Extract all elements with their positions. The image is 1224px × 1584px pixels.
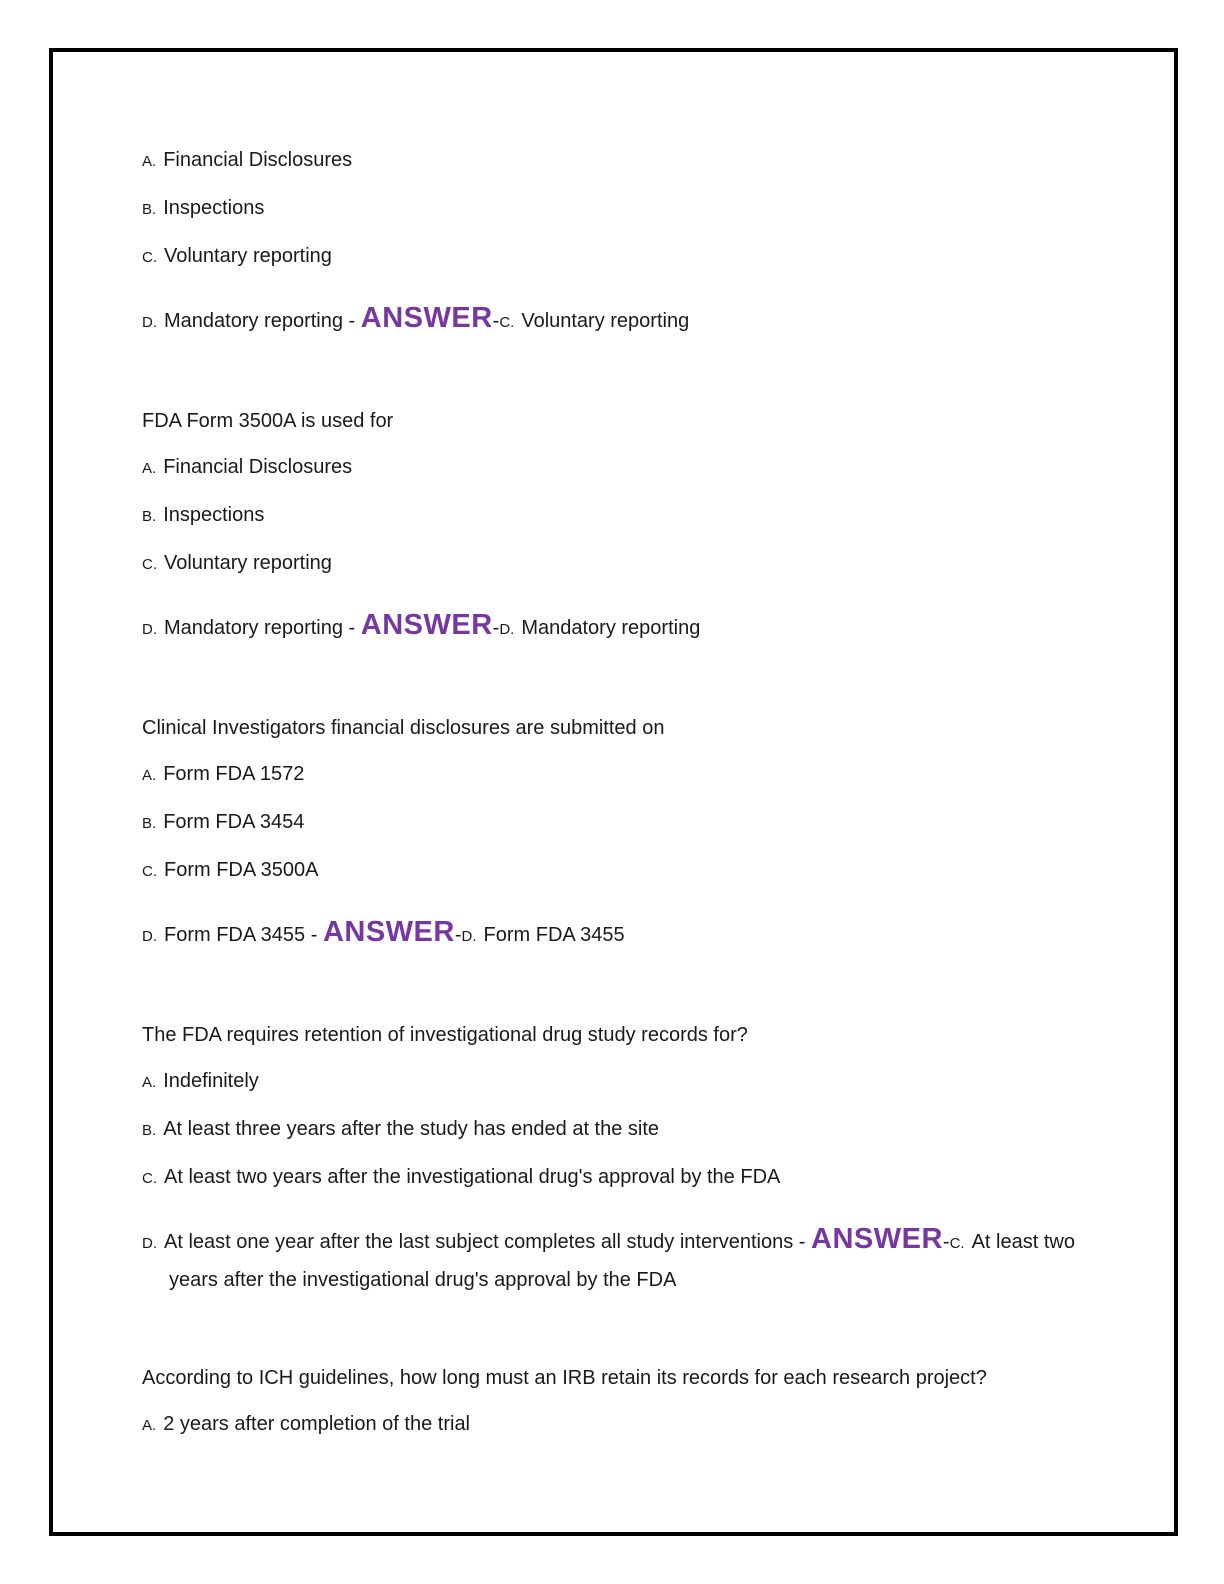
option-text: Form FDA 3454	[163, 811, 305, 833]
option-letter: B.	[142, 1122, 157, 1139]
answer-text: Mandatory reporting	[521, 617, 701, 639]
separator: -	[492, 617, 500, 639]
option-line	[142, 1067, 1080, 1097]
option-line	[142, 760, 1080, 790]
question-block	[142, 407, 1080, 648]
answer-text: At least two years after the investigational drug's approval by the FDA	[169, 1231, 1075, 1291]
answer-line	[142, 1221, 1080, 1298]
option-line	[142, 242, 1080, 272]
answer-keyword: ANSWER	[360, 609, 493, 641]
option-letter: D.	[142, 928, 157, 945]
option-letter: A.	[142, 1074, 157, 1091]
option-line	[142, 194, 1080, 224]
separator: -	[305, 924, 323, 946]
option-letter: B.	[142, 508, 157, 525]
question-text: FDA Form 3500A is used for	[142, 410, 394, 432]
answer-letter: C.	[499, 314, 515, 331]
option-line	[142, 146, 1080, 176]
separator: -	[793, 1231, 811, 1253]
option-text: Financial Disclosures	[163, 456, 353, 478]
separator: -	[942, 1231, 950, 1253]
answer-text: Form FDA 3455	[483, 924, 625, 946]
separator: -	[492, 310, 500, 332]
option-letter: D.	[142, 1235, 157, 1252]
option-text: Voluntary reporting	[164, 245, 332, 267]
question-block	[142, 146, 1080, 341]
option-letter: A.	[142, 1417, 157, 1434]
option-text: At least three years after the study has ended at the site	[163, 1118, 660, 1140]
option-letter: A.	[142, 767, 157, 784]
option-text: 2 years after completion of the trial	[163, 1413, 471, 1435]
separator: -	[342, 617, 361, 639]
option-letter: C.	[142, 863, 157, 880]
option-letter: B.	[142, 815, 157, 832]
answer-line	[142, 914, 1080, 955]
option-text: Mandatory reporting	[164, 617, 343, 639]
option-letter: C.	[142, 249, 157, 266]
answer-letter: D.	[461, 928, 477, 945]
option-line	[142, 1163, 1080, 1193]
answer-keyword: ANSWER	[322, 916, 455, 948]
answer-line	[142, 607, 1080, 648]
option-line	[142, 856, 1080, 886]
option-line	[142, 549, 1080, 579]
separator: -	[342, 310, 361, 332]
option-line	[142, 1410, 1080, 1440]
answer-keyword: ANSWER	[360, 302, 493, 334]
question-text: According to ICH guidelines, how long must an IRB retain its records for each research project?	[142, 1367, 987, 1389]
answer-text: Voluntary reporting	[521, 310, 690, 332]
answer-letter: C.	[949, 1235, 965, 1252]
option-text: Form FDA 3455	[164, 924, 306, 946]
option-letter: C.	[142, 556, 157, 573]
option-line	[142, 1115, 1080, 1145]
option-letter: A.	[142, 460, 157, 477]
answer-keyword: ANSWER	[811, 1223, 943, 1255]
option-text: Mandatory reporting	[164, 310, 343, 332]
question-block	[142, 714, 1080, 955]
option-text: Form FDA 3500A	[164, 859, 319, 881]
option-text: Inspections	[163, 197, 265, 219]
option-text: At least one year after the last subject completes all study interventions	[164, 1231, 794, 1253]
option-letter: C.	[142, 1170, 157, 1187]
document-content	[142, 146, 1080, 1458]
option-letter: D.	[142, 621, 157, 638]
question-text: The FDA requires retention of investigational drug study records for?	[142, 1024, 748, 1046]
option-letter: A.	[142, 153, 157, 170]
option-text: Form FDA 1572	[163, 763, 305, 785]
option-letter: D.	[142, 314, 157, 331]
answer-letter: D.	[499, 621, 515, 638]
answer-line	[142, 300, 1080, 341]
option-text: Financial Disclosures	[163, 149, 353, 171]
question-text: Clinical Investigators financial disclosures are submitted on	[142, 717, 665, 739]
option-line	[142, 453, 1080, 483]
separator: -	[454, 924, 462, 946]
question-block	[142, 1364, 1080, 1440]
option-text: Voluntary reporting	[164, 552, 332, 574]
option-text: Indefinitely	[163, 1070, 259, 1092]
option-line	[142, 808, 1080, 838]
option-text: At least two years after the investigational drug's approval by the FDA	[164, 1166, 781, 1188]
option-text: Inspections	[163, 504, 265, 526]
question-block	[142, 1021, 1080, 1298]
option-line	[142, 501, 1080, 531]
option-letter: B.	[142, 201, 157, 218]
